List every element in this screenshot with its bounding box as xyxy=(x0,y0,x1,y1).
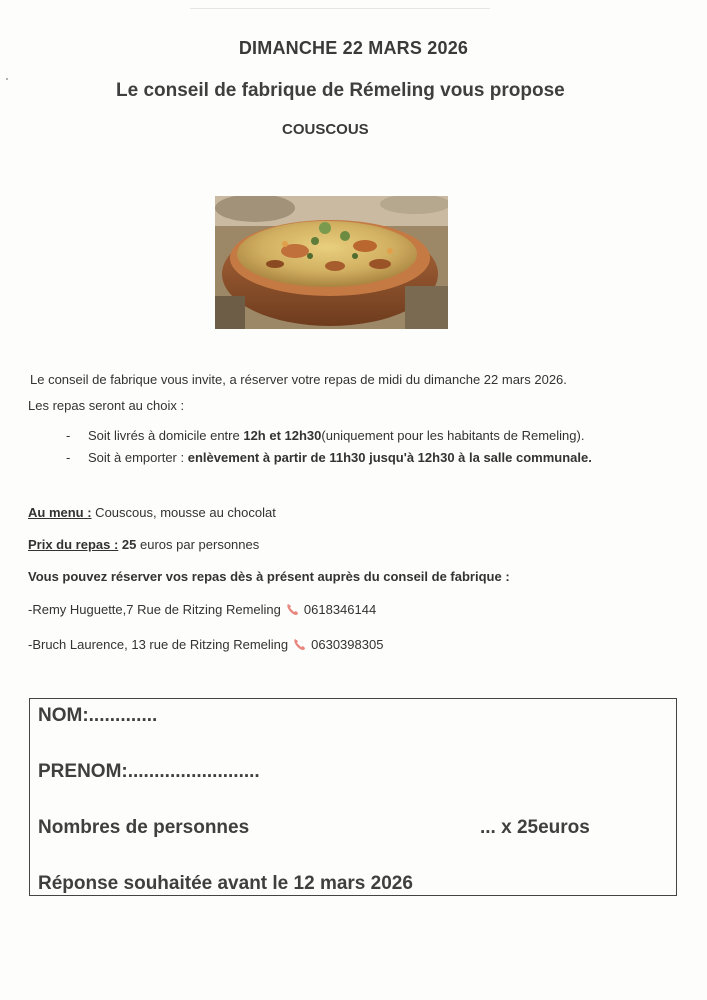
order-form-box xyxy=(29,698,677,896)
dish-title: COUSCOUS xyxy=(282,121,369,138)
phone-icon xyxy=(286,602,301,616)
form-people-count-field[interactable]: ... x 25euros xyxy=(480,817,590,838)
intro-text: Le conseil de fabrique vous invite, a réserver votre repas de midi du dimanche 22 mars 2026. xyxy=(30,372,567,387)
form-nom-field[interactable]: NOM:............. xyxy=(38,705,158,726)
form-prenom-field[interactable]: PRENOM:......................... xyxy=(38,761,260,782)
flyer-subtitle: Le conseil de fabrique de Rémeling vous propose xyxy=(116,80,565,101)
contact-phone[interactable]: 0630398305 xyxy=(311,637,384,652)
delivery-options-list xyxy=(66,425,686,469)
delivery-note: (uniquement pour les habitants de Remeling). xyxy=(321,428,585,443)
delivery-prefix: Soit livrés à domicile entre xyxy=(88,428,244,443)
choice-text: Les repas seront au choix : xyxy=(28,398,185,413)
price-rest: euros par personnes xyxy=(136,537,260,552)
contact-bruch xyxy=(28,637,383,652)
list-dash: - xyxy=(66,428,71,443)
delivery-hours: 12h et 12h30 xyxy=(243,428,322,443)
list-item-delivery xyxy=(66,425,686,447)
list-dash: - xyxy=(66,450,71,465)
reservation-text: Vous pouvez réserver vos repas dès à présent auprès du conseil de fabrique : xyxy=(28,569,510,584)
price-label: Prix du repas : xyxy=(28,537,119,552)
takeaway-prefix: Soit à emporter : xyxy=(88,450,188,465)
contact-remy xyxy=(28,602,376,617)
contact-name: -Remy Huguette,7 Rue de Ritzing Remeling xyxy=(28,602,281,617)
phone-icon xyxy=(293,637,308,651)
couscous-dish-photo xyxy=(215,196,448,329)
list-item-takeaway xyxy=(66,447,686,469)
form-people-label: Nombres de personnes xyxy=(38,817,250,838)
price-amount: 25 xyxy=(118,537,137,552)
contact-phone[interactable]: 0618346144 xyxy=(303,602,377,617)
contact-name: -Bruch Laurence, 13 rue de Ritzing Remeling xyxy=(28,637,289,652)
menu-label: Au menu : xyxy=(28,505,92,520)
menu-line xyxy=(28,505,276,520)
menu-value: Couscous, mousse au chocolat xyxy=(91,505,276,520)
scan-line xyxy=(190,8,490,9)
price-line xyxy=(28,537,259,552)
couscous-dish-illustration xyxy=(215,196,448,329)
event-date-heading: DIMANCHE 22 MARS 2026 xyxy=(238,38,469,58)
form-deadline: Réponse souhaitée avant le 12 mars 2026 xyxy=(38,873,413,894)
scan-speck xyxy=(6,78,8,80)
takeaway-details: enlèvement à partir de 11h30 jusqu'à 12h30 à la salle communale. xyxy=(187,450,592,465)
